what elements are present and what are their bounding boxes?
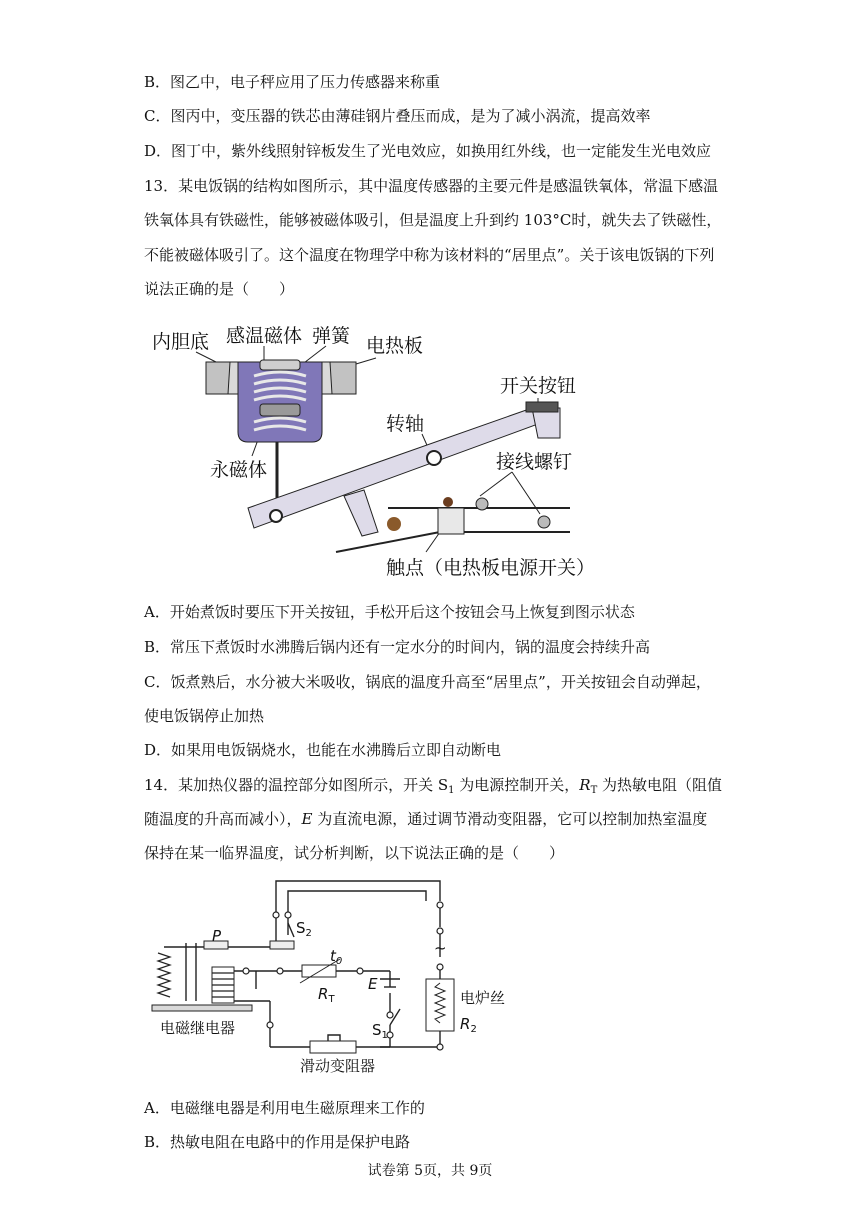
inner-bottom-label: 内胆底 (152, 331, 210, 353)
t0-label: $t_0$ (330, 947, 343, 967)
r2-label: $R_2$ (460, 1015, 477, 1035)
question-14-line-3: 保持在某一临界温度，试分析判断，以下说法正确的是（ ） (144, 844, 565, 862)
rice-cooker-figure (140, 318, 600, 583)
option-d-q12: D．图丁中，紫外线照射锌板发生了光电效应，如换用红外线，也一定能发生光电效应 (144, 142, 712, 160)
spring-label: 弹簧 (312, 325, 351, 347)
relay-circuit-figure (150, 875, 530, 1080)
pivot-label: 转轴 (386, 413, 425, 435)
question-13-line-4: 说法正确的是（ ） (144, 280, 295, 298)
option-d-q13: D．如果用电饭锅烧水，也能在水沸腾后立即自动断电 (144, 741, 502, 759)
option-c-q13-cont: 使电饭锅停止加热 (144, 707, 265, 725)
page-footer: 试卷第 5页，共 9页 (367, 1163, 493, 1179)
option-b-q12: B．图乙中，电子秤应用了压力传感器来称重 (144, 73, 441, 91)
temp-magnet-label: 感温磁体 (226, 325, 303, 347)
question-14-line-2: 随温度的升高而减小），E 为直流电源，通过调节滑动变阻器，它可以控制加热室温度 (144, 810, 708, 828)
rt-label: $R_T$ (318, 985, 335, 1005)
option-b-q13: B．常压下煮饭时水沸腾后锅内还有一定水分的时间内，锅的温度会持续升高 (144, 638, 651, 656)
option-b-q14: B．热敏电阻在电路中的作用是保护电路 (144, 1133, 411, 1151)
option-a-q13: A．开始煮饭时要压下开关按钮，手松开后这个按钮会马上恢复到图示状态 (144, 603, 635, 621)
permanent-magnet-label: 永磁体 (210, 459, 268, 481)
s2-label: $S_2$ (296, 919, 312, 939)
relay-label: 电磁继电器 (160, 1019, 236, 1037)
question-13-line-3: 不能被磁体吸引了。这个温度在物理学中称为该材料的“居里点”。关于该电饭锅的下列 (144, 246, 715, 264)
terminal-screw-label: 接线螺钉 (496, 451, 573, 473)
furnace-wire-label: 电炉丝 (460, 989, 506, 1007)
option-c-q12: C．图丙中，变压器的铁芯由薄硅钢片叠压而成，是为了减小涡流，提高效率 (144, 107, 651, 125)
question-14-line-1: 14．某加热仪器的温控部分如图所示，开关 $S_1$ 为电源控制开关，$R_T$ 为热敏电阻（阻值 (144, 776, 723, 796)
option-c-q13: C．饭煮熟后，水分被大米吸收，锅底的温度升高至“居里点”，开关按钮会自动弹起， (144, 673, 711, 691)
question-13-line-2: 铁氧体具有铁磁性，能够被磁体吸引，但是温度上升到约 103°C时，就失去了铁磁性， (144, 211, 722, 229)
ac-symbol: ~ (434, 939, 447, 957)
rheostat-label: 滑动变阻器 (300, 1057, 376, 1075)
e-label: E (368, 975, 378, 993)
option-a-q14: A．电磁继电器是利用电生磁原理来工作的 (144, 1099, 425, 1117)
heating-plate-label: 电热板 (366, 335, 424, 357)
s1-label: $S_1$ (372, 1021, 388, 1041)
p-label: P (212, 927, 222, 945)
switch-button-label: 开关按钮 (500, 375, 577, 397)
contact-label: 触点（电热板电源开关） (386, 557, 596, 579)
question-13-line-1: 13．某电饭锅的结构如图所示，其中温度传感器的主要元件是感温铁氧体，常温下感温 (144, 177, 719, 195)
